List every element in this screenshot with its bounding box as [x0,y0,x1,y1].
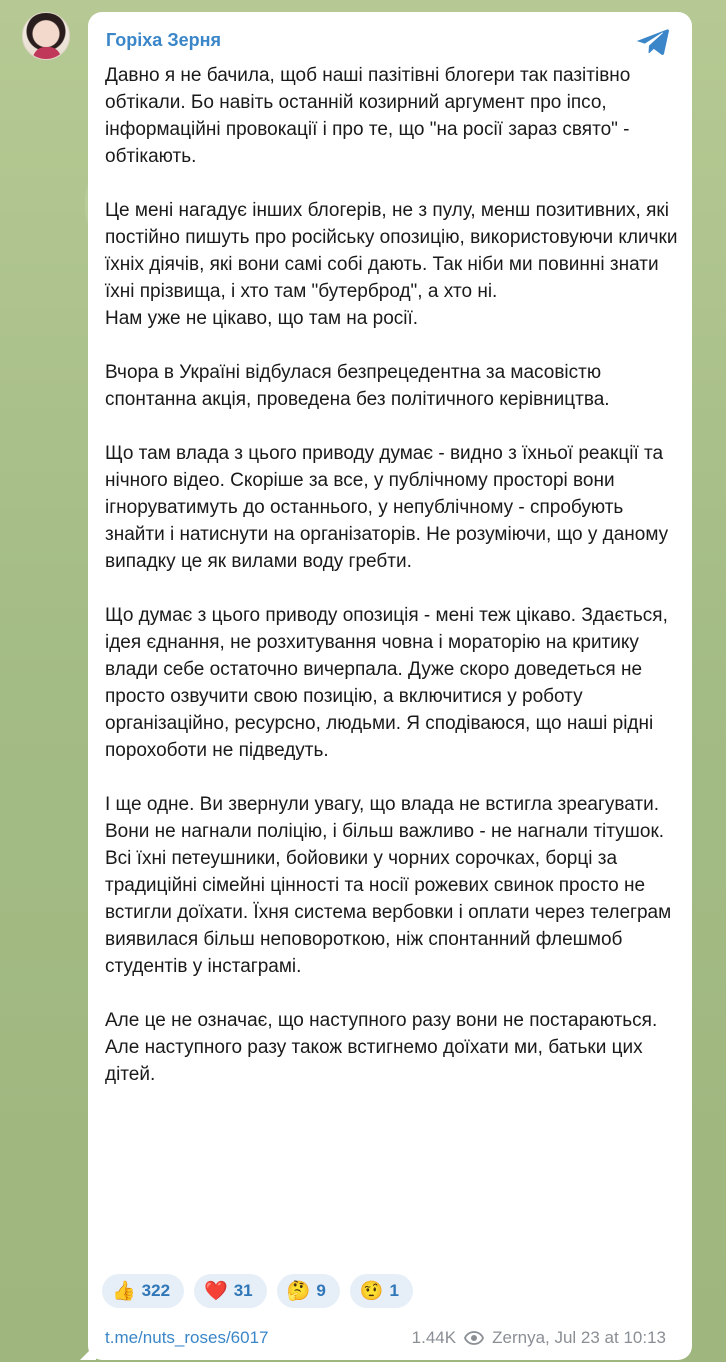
avatar-figure [33,47,61,60]
reaction-count: 1 [389,1281,399,1300]
eye-icon [464,1331,484,1345]
message-footer [105,1328,666,1348]
reaction-thumbs-up[interactable] [102,1274,184,1308]
channel-name[interactable]: Горіха Зерня [106,30,221,50]
channel-avatar[interactable] [22,12,70,60]
reaction-count: 31 [233,1281,253,1300]
reactions-bar [102,1274,413,1308]
heart-icon: ❤️ [204,1280,228,1302]
thinking-face-icon: 🤔 [286,1280,311,1302]
raised-eyebrow-icon: 🤨 [359,1280,384,1302]
view-count: 1.44K [411,1328,457,1347]
message-meta [412,1328,666,1348]
thumbs-up-icon: 👍 [112,1280,136,1302]
reaction-raised-eyebrow[interactable] [350,1274,413,1308]
message-bubble [88,12,692,1360]
reaction-count: 9 [316,1281,326,1300]
post-link[interactable]: t.me/nuts_roses/6017 [105,1328,269,1347]
reaction-count: 322 [141,1281,171,1300]
signature-timestamp: Zernya, Jul 23 at 10:13 [492,1328,666,1347]
reaction-thinking[interactable] [277,1274,340,1308]
post-text: Давно я не бачила, щоб наші пазітівні блогери так пазітівно обтікали. Бо навіть останній козирний аргумент про іпсо, інформаційні провокації і про те, що "на росії зараз свято" - обтікають. Це мені нагадує інших блогерів, не з пулу, менш позитивних, які постійно пишуть про російську опозицію, використовуючи клички їхніх діячів, які вони самі собі дають. Так ніби ми повинні знати їхні прізвища, і хто там "бутерброд", а хто ні. Нам уже не цікаво, що там на росії. Вчора в Україні відбулася безпрецедентна за масовістю спонтанна акція, проведена без політичного керівництва. Що там влада з цього приводу думає - видно з їхньої реакції та нічного відео. Скоріше за все, у публічному просторі вони ігноруватимуть до останнього, у непублічному - спробують знайти і натиснути на організаторів. Не розуміючи, що у даному випадку це як вилами воду гребти. Що думає з цього приводу опозиція - мені теж цікаво. Здається, ідея єднання, не розхитування човна і мораторію на критику влади себе остаточно вичерпала. Дуже скоро доведеться не просто озвучити свою позицію, а включитися у роботу організаційно, ресурсно, людьми. Я сподіваюся, що наші рідні порохоботи не підведуть. І ще одне. Ви звернули увагу, що влада не встигла зреагувати. Вони не нагнали поліцію, і більш важливо - не нагнали тітушок. Всі їхні петеушники, бойовики у чорних сорочках, борці за традиційні сімейні цінності та носії рожевих свинок просто не встигли доїхати. Їхня система вербовки і оплати через телеграм виявилася більш неповороткою, ніж спонтанний флешмоб студентів у інстаграмі. Але це не означає, що наступного разу вони не постараються. Але наступного разу також встигнемо доїхати ми, батьки цих дітей. [105,65,678,1085]
telegram-share-icon[interactable] [636,28,670,56]
reaction-heart[interactable] [194,1274,267,1308]
